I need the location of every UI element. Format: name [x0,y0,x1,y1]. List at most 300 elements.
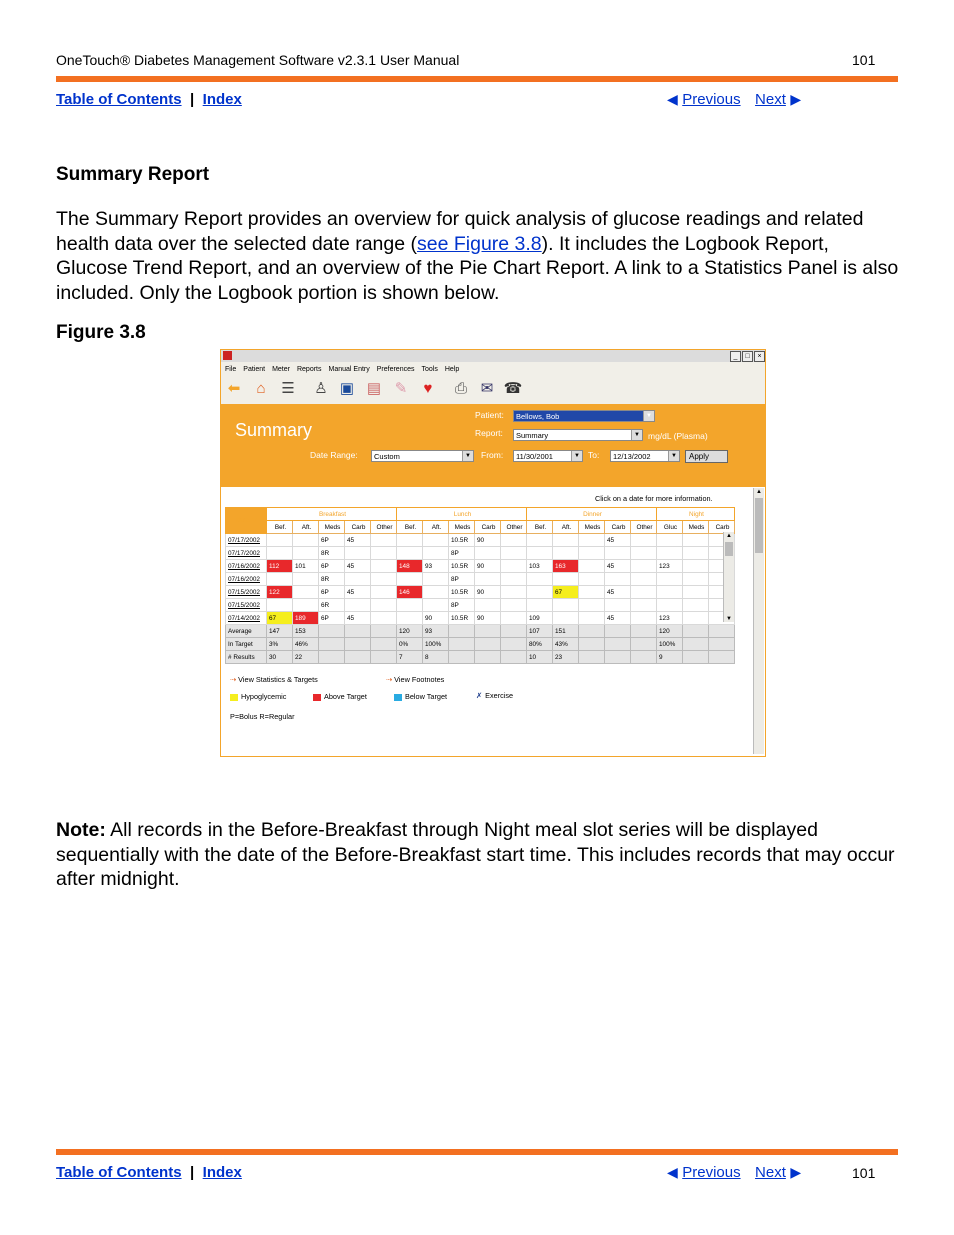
table-cell: 123 [657,560,683,573]
bottom-nav-right [667,1164,801,1182]
table-cell: 8P [449,573,475,586]
menu-item[interactable]: Reports [296,366,322,373]
table-row [226,599,735,612]
stats-cell: 30 [267,651,293,664]
table-cell [527,534,553,547]
table-cell: 109 [527,612,553,625]
table-cell: 45 [605,586,631,599]
table-cell [631,573,657,586]
table-cell [423,573,449,586]
table-cell [579,547,605,560]
table-cell [657,534,683,547]
legend-hypo [230,692,286,701]
stats-cell: 22 [293,651,319,664]
stats-cell: 153 [293,625,319,638]
chevron-down-icon[interactable]: ▼ [571,451,582,461]
table-cell: 10.5R [449,612,475,625]
next-link[interactable]: Next [755,91,786,108]
previous-link[interactable]: Previous [682,91,741,108]
table-cell [579,573,605,586]
person-icon[interactable]: ♙ [314,380,328,397]
chevron-down-icon[interactable]: ▼ [631,430,642,440]
table-cell: 112 [267,560,293,573]
home-icon[interactable]: ⌂ [256,380,266,397]
subcolumn-header: Bef. [397,521,423,534]
subcolumn-header: Aft. [553,521,579,534]
subcolumn-header: Carb [475,521,501,534]
document-title: OneTouch® Diabetes Management Software v2.3.1 User Manual [56,52,460,68]
view-stats-text: View Statistics & Targets [238,675,318,684]
table-cell [397,534,423,547]
menu-items [221,362,765,373]
table-cell: 45 [345,612,371,625]
table-cell [475,573,501,586]
table-cell: 146 [397,586,423,599]
table-cell [527,547,553,560]
index-link[interactable]: Index [202,1164,242,1181]
table-row [226,612,735,625]
stats-cell: 10 [527,651,553,664]
table-scrollbar[interactable] [723,532,734,622]
table-cell [293,573,319,586]
table-cell [527,573,553,586]
table-cell: 45 [605,612,631,625]
footer-page-number: 101 [852,1165,876,1181]
table-cell [657,586,683,599]
table-cell: 6P [319,612,345,625]
stats-cell: 80% [527,638,553,651]
table-cell [397,547,423,560]
table-cell [553,534,579,547]
stats-cell [709,651,735,664]
nav-separator: | [190,91,195,108]
table-cell: 10.5R [449,534,475,547]
table-cell [631,586,657,599]
subcolumn-header: Meds [683,521,709,534]
stats-cell: 100% [423,638,449,651]
app-logo-icon [223,351,232,360]
stats-cell [371,651,397,664]
subcolumn-header: Meds [449,521,475,534]
table-cell: 45 [345,586,371,599]
date-header-text: Date [236,517,250,524]
list-icon[interactable]: ☰ [281,380,295,397]
group-night: Night [657,508,735,521]
table-cell [501,534,527,547]
table-cell [293,586,319,599]
table-cell: 101 [293,560,319,573]
menu-item[interactable]: Preferences [376,366,415,373]
toolbar [221,375,765,405]
chevron-down-icon[interactable]: ▼ [668,451,679,461]
intro-text-1: The Summary Report provides an overview for quick analysis of glucose readings and related health data over the selected date range ( [56,208,864,255]
table-cell [293,534,319,547]
view-stats-link[interactable] [230,675,318,684]
view-footnotes-text: View Footnotes [394,675,445,684]
table-cell: 93 [423,560,449,573]
table-cell [501,599,527,612]
app-window [220,349,766,757]
clipboard-icon[interactable]: ▤ [366,380,382,397]
menu-item[interactable]: Help [444,366,460,373]
subcolumn-header: Other [371,521,397,534]
stats-cell [345,638,371,651]
table-cell [579,599,605,612]
table-cell [371,534,397,547]
stats-row [226,651,735,664]
stats-cell [371,638,397,651]
table-cell [501,573,527,586]
scroll-down-icon[interactable]: ▼ [726,616,732,622]
stats-cell: 93 [423,625,449,638]
menu-bar [221,362,765,375]
date-range-select[interactable] [371,450,474,462]
apply-button[interactable]: Apply [685,450,728,463]
group-dinner: Dinner [527,508,657,521]
patient-value: Bellows, Bob [516,412,560,421]
stats-cell [475,651,501,664]
subcolumn-header: Other [631,521,657,534]
table-cell [371,612,397,625]
stats-row [226,638,735,651]
table-cell [631,560,657,573]
table-cell: 90 [475,612,501,625]
section-heading [56,164,209,186]
table-cell [267,599,293,612]
menu-item[interactable]: Tools [421,366,438,373]
table-cell [527,599,553,612]
report-header-panel [221,404,765,487]
subcolumn-header: Aft. [423,521,449,534]
date-link[interactable]: 07/15/2002 [226,586,267,599]
table-cell: 8R [319,573,345,586]
table-cell [657,573,683,586]
table-cell [553,612,579,625]
footer-rule [56,1149,898,1155]
hypo-text: Hypoglycemic [241,692,287,701]
stats-cell: 3% [267,638,293,651]
report-select[interactable] [513,429,643,441]
report-value: Summary [516,431,549,440]
stats-cell [605,651,631,664]
stats-cell: 120 [397,625,423,638]
stats-cell [579,651,605,664]
section-heading-text: Summary Report [56,164,210,185]
table-cell [371,547,397,560]
table-cell [397,573,423,586]
stats-cell: 0% [397,638,423,651]
table-cell [423,534,449,547]
back-arrow-icon[interactable]: ⬅ [227,380,241,397]
table-cell [397,599,423,612]
table-cell [501,560,527,573]
menu-item[interactable]: File [225,366,237,373]
patient-label: Patient: [475,410,504,420]
date-link[interactable]: 07/17/2002 [226,534,267,547]
previous-link[interactable]: Previous [682,1164,741,1181]
stats-cell: 120 [657,625,683,638]
above-swatch [313,694,321,701]
meter-icon[interactable]: ▣ [339,380,355,397]
scroll-up-icon[interactable]: ▲ [726,533,732,539]
table-cell: 148 [397,560,423,573]
table-cell [605,573,631,586]
table-cell: 45 [345,560,371,573]
next-arrow-icon[interactable]: ▶ [790,91,802,107]
to-label: To: [588,450,600,460]
close-icon[interactable]: × [754,351,765,362]
top-nav-right [667,91,801,109]
subcolumn-header: Carb [345,521,371,534]
stats-cell [475,625,501,638]
from-date-field[interactable] [513,450,583,462]
table-cell: 163 [553,560,579,573]
stats-cell: 147 [267,625,293,638]
stats-cell: 46% [293,638,319,651]
table-cell [267,547,293,560]
date-link[interactable]: 07/14/2002 [226,612,267,625]
stats-cell [449,638,475,651]
pencil-icon[interactable]: ✎ [394,380,408,397]
table-cell [475,599,501,612]
stats-cell [683,638,709,651]
date-link[interactable]: 07/17/2002 [226,547,267,560]
subcolumn-header: Carb [709,521,735,534]
stats-cell [345,625,371,638]
next-link[interactable]: Next [755,1164,786,1181]
table-cell: 189 [293,612,319,625]
table-cell [345,547,371,560]
from-date-value: 11/30/2001 [516,452,553,461]
previous-arrow-icon[interactable]: ◀ [667,91,678,107]
table-cell [605,547,631,560]
subcolumn-header: Meds [579,521,605,534]
table-cell: 45 [605,560,631,573]
to-date-value: 12/13/2002 [613,452,651,461]
subcolumn-header: Bef. [527,521,553,534]
table-cell [579,534,605,547]
stats-cell: 23 [553,651,579,664]
title-bar [221,350,765,362]
below-swatch [394,694,402,701]
toc-link[interactable]: Table of Contents [56,1164,182,1181]
table-cell [579,612,605,625]
stats-cell: 107 [527,625,553,638]
stats-cell [631,625,657,638]
subcolumn-header: Meds [319,521,345,534]
panel-scrollbar[interactable] [753,488,764,754]
table-cell [631,599,657,612]
menu-item[interactable]: Meter [272,366,290,373]
stats-cell: 100% [657,638,683,651]
index-link[interactable]: Index [202,91,242,108]
stats-cell [683,625,709,638]
subcolumn-header: Aft. [293,521,319,534]
table-cell: 122 [267,586,293,599]
exercise-text: Exercise [485,691,514,700]
page-number: 101 [852,52,876,68]
stats-cell [319,651,345,664]
table-cell: 6P [319,534,345,547]
table-cell [423,586,449,599]
minimize-icon[interactable]: _ [730,351,741,362]
table-row [226,573,735,586]
date-link[interactable]: 07/16/2002 [226,560,267,573]
stats-cell [579,625,605,638]
to-date-field[interactable] [610,450,680,462]
maximize-icon[interactable]: □ [742,351,753,362]
table-cell: 90 [475,560,501,573]
menu-item[interactable]: Manual Entry [328,366,370,373]
subcolumn-header: Gluc [657,521,683,534]
toc-link[interactable]: Table of Contents [56,91,182,108]
figure-link[interactable]: see Figure 3.8 [417,232,542,255]
table-cell [683,560,709,573]
table-cell: 10.5R [449,586,475,599]
patient-select[interactable] [513,410,655,422]
table-row [226,560,735,573]
stats-row [226,625,735,638]
heart-icon[interactable]: ♥ [423,380,433,397]
table-cell [501,612,527,625]
figure-label: Figure 3.8 [56,322,146,343]
stats-cell [449,651,475,664]
logbook-table [225,507,735,664]
date-column-header[interactable]: Date ▼ [226,508,267,534]
note-paragraph [56,818,901,892]
table-cell [631,612,657,625]
stats-cell [371,625,397,638]
table-cell [657,547,683,560]
table-row [226,534,735,547]
table-cell: 90 [475,534,501,547]
subcolumn-header-row [226,521,735,534]
table-cell [579,560,605,573]
print-icon[interactable]: ⎙ [454,380,467,397]
below-text: Below Target [405,692,448,701]
table-cell [683,547,709,560]
scroll-thumb[interactable] [755,498,763,553]
scroll-up-icon[interactable]: ▲ [756,489,762,495]
report-label: Report: [475,428,503,438]
group-header-row [226,508,735,521]
header-rule [56,76,898,82]
table-cell [371,560,397,573]
stats-cell: 9 [657,651,683,664]
next-arrow-icon[interactable]: ▶ [790,1164,802,1180]
date-link[interactable]: 07/15/2002 [226,599,267,612]
stats-cell [449,625,475,638]
menu-item[interactable]: Patient [243,366,266,373]
table-cell [605,599,631,612]
table-cell [501,586,527,599]
stats-cell [605,638,631,651]
stats-cell [709,625,735,638]
table-cell [683,612,709,625]
table-cell: 103 [527,560,553,573]
nav-separator: | [190,1164,195,1181]
stats-cell [709,638,735,651]
table-cell [293,547,319,560]
table-cell: 8P [449,547,475,560]
table-cell [553,573,579,586]
table-cell [683,586,709,599]
table-cell [631,547,657,560]
hypo-swatch [230,694,238,701]
table-cell [553,547,579,560]
intro-text-2: ). It includes the Logbook Report, Glucose Trend Report, and an overview of the Pie Chart Report. A link to a Statistics Panel is also included. Only the Logbook portion is shown below. [56,232,899,305]
bottom-nav-left [56,1164,242,1182]
table-cell: 6P [319,586,345,599]
table-cell: 6P [319,560,345,573]
table-cell [657,599,683,612]
table-row [226,547,735,560]
table-cell [345,573,371,586]
date-range-label: Date Range: [310,450,358,460]
email-icon[interactable]: ✉ [480,380,494,397]
table-cell [527,586,553,599]
table-cell [371,573,397,586]
date-link[interactable]: 07/16/2002 [226,573,267,586]
intro-paragraph [56,207,901,306]
stats-cell [631,651,657,664]
fax-icon[interactable]: ☎ [503,380,523,397]
table-cell: 123 [657,612,683,625]
legend-above [313,692,367,701]
stats-cell [683,651,709,664]
chevron-down-icon[interactable]: ▼ [643,411,654,421]
stats-cell [319,638,345,651]
stats-label: Average [226,625,267,638]
table-cell [423,599,449,612]
table-cell [345,599,371,612]
subcolumn-header: Bef. [267,521,293,534]
note-label: Note: [56,819,106,841]
from-label: From: [481,450,504,460]
subcolumn-header: Other [501,521,527,534]
above-text: Above Target [324,692,367,701]
note-text: All records in the Before-Breakfast through Night meal slot series will be displayed sequentially with the date of the Before-Breakfast start time. This includes records that may occur after midnight. [56,819,895,891]
scroll-thumb[interactable] [725,542,733,556]
stats-cell [501,625,527,638]
table-cell [267,573,293,586]
table-row [226,586,735,599]
chevron-down-icon[interactable]: ▼ [462,451,473,461]
table-cell: 90 [423,612,449,625]
dotted-arrow-icon: ⇢ [230,675,237,684]
view-footnotes-link[interactable] [386,675,444,684]
group-breakfast: Breakfast [267,508,397,521]
click-hint: Click on a date for more information. [595,494,713,503]
table-cell: 67 [267,612,293,625]
stats-cell [475,638,501,651]
stats-cell: 8 [423,651,449,664]
legend-below [394,692,447,701]
table-cell: 45 [605,534,631,547]
stats-cell: 151 [553,625,579,638]
stats-cell: 43% [553,638,579,651]
table-cell [579,586,605,599]
stats-cell [345,651,371,664]
table-cell: 8P [449,599,475,612]
stats-label: # Results [226,651,267,664]
table-cell: 67 [553,586,579,599]
stats-cell [605,625,631,638]
stats-cell [579,638,605,651]
top-nav-left [56,91,242,109]
table-cell: 6R [319,599,345,612]
previous-arrow-icon[interactable]: ◀ [667,1164,678,1180]
